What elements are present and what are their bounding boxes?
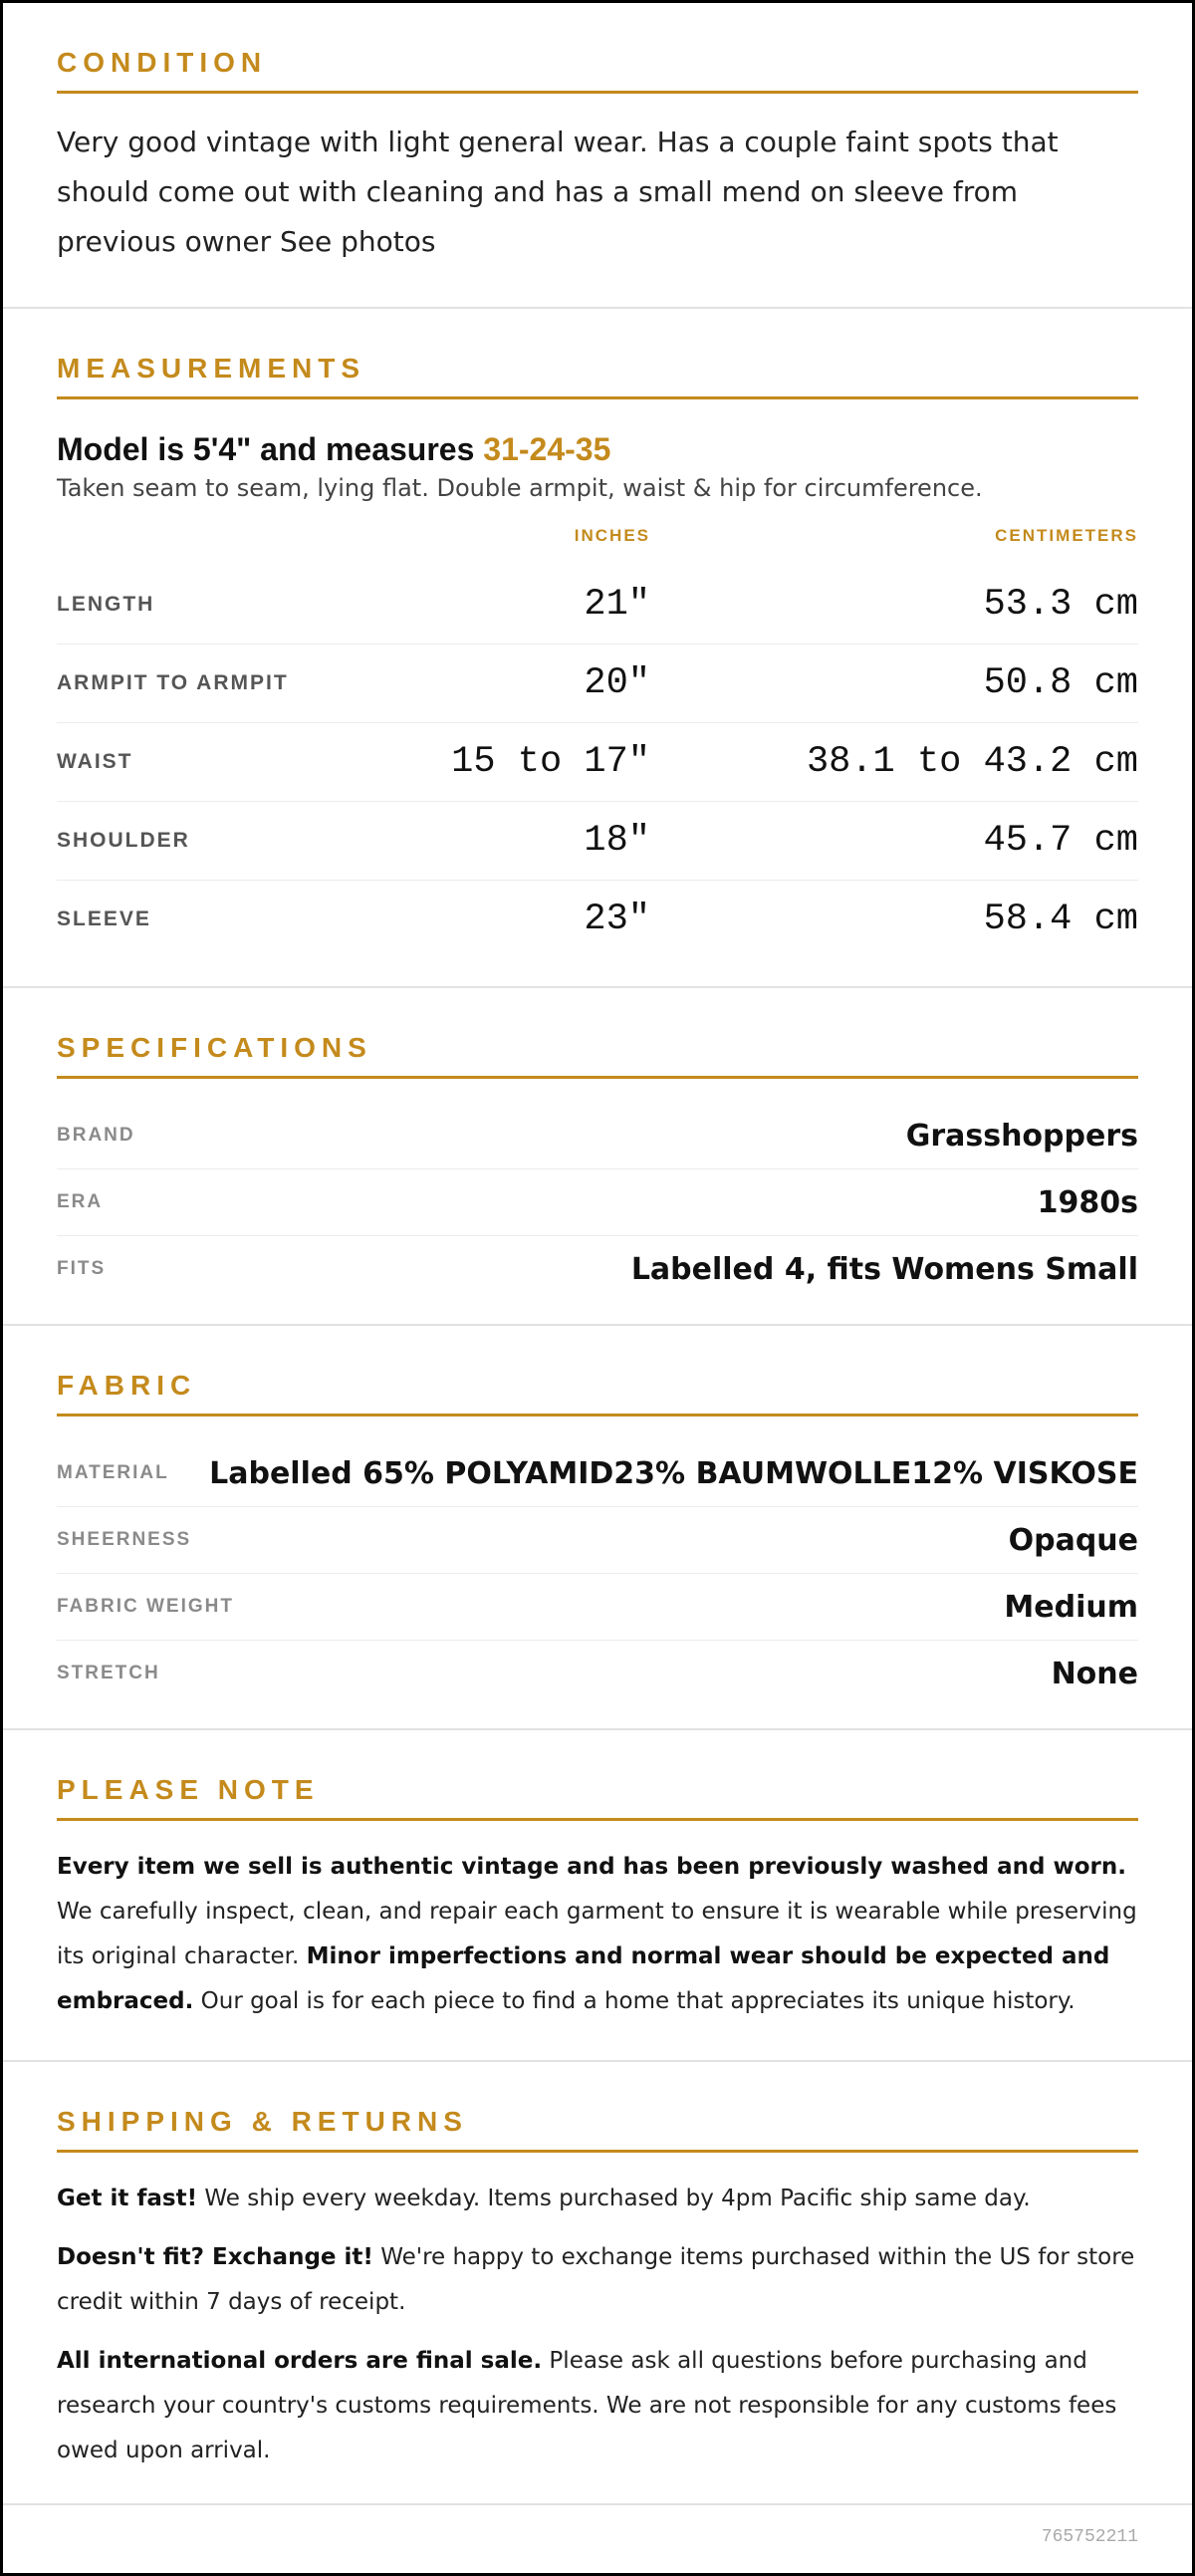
inches-column-header: INCHES	[574, 526, 650, 545]
measurement-row	[57, 644, 1138, 723]
measurement-inches: 18"	[584, 820, 650, 862]
shipping-bold: Doesn't fit? Exchange it!	[57, 2244, 373, 2270]
please-note-heading: PLEASE NOTE	[57, 1774, 1138, 1821]
fabric-value: Labelled 65% POLYAMID23% BAUMWOLLE12% VISKOSE	[209, 1455, 1138, 1491]
measurement-label: WAIST	[57, 750, 133, 773]
measurement-inches: 23"	[584, 899, 650, 940]
measurements-section	[3, 309, 1192, 958]
fabric-value: Opaque	[1008, 1522, 1138, 1558]
shipping-section	[3, 2062, 1192, 2473]
fabric-label: FABRIC WEIGHT	[57, 1596, 234, 1617]
spec-label: ERA	[57, 1191, 104, 1212]
specifications-table	[57, 1103, 1138, 1302]
fabric-row-weight	[57, 1574, 1138, 1641]
fabric-row-stretch	[57, 1641, 1138, 1706]
note-text-2: Our goal is for each piece to find a home that appreciates its unique history.	[193, 1988, 1076, 2014]
fabric-table	[57, 1440, 1138, 1706]
spec-row-fits	[57, 1236, 1138, 1302]
measurement-row	[57, 881, 1138, 958]
measurement-label: ARMPIT TO ARMPIT	[57, 671, 289, 694]
spec-row-era	[57, 1169, 1138, 1236]
note-text-1: We carefully inspect, clean, and repair each garment to ensure it is wearable while preserving its original character.	[57, 1899, 1137, 1969]
measurement-cm: 50.8 cm	[983, 662, 1138, 704]
spec-row-brand	[57, 1103, 1138, 1169]
shipping-heading: SHIPPING & RETURNS	[57, 2106, 1138, 2153]
shipping-info	[57, 2177, 1138, 2473]
fabric-row-sheerness	[57, 1507, 1138, 1574]
please-note-text	[57, 1845, 1138, 2024]
measurement-cm: 38.1 to 43.2 cm	[806, 741, 1138, 783]
model-prefix: Model is 5'4" and measures	[57, 431, 484, 467]
shipping-text: We're happy to exchange items purchased within the US for store credit within 7 days of receipt.	[57, 2244, 1135, 2315]
measurement-note: Taken seam to seam, lying flat. Double armpit, waist & hip for circumference.	[57, 474, 983, 502]
measurement-label: LENGTH	[57, 593, 155, 616]
measurement-row	[57, 802, 1138, 881]
model-measure-value: 31-24-35	[483, 431, 611, 467]
specifications-section	[3, 988, 1192, 1302]
measurement-label: SLEEVE	[57, 907, 151, 930]
condition-section	[3, 3, 1192, 267]
shipping-text: We ship every weekday. Items purchased by 4pm Pacific ship same day.	[197, 2186, 1031, 2211]
measurement-inches: 15 to 17"	[451, 741, 650, 783]
spec-value: 1980s	[1037, 1184, 1138, 1220]
spec-label: BRAND	[57, 1125, 135, 1146]
shipping-paragraph-exchange	[57, 2235, 1138, 2325]
please-note-section	[3, 1730, 1192, 2024]
spec-label: FITS	[57, 1258, 107, 1279]
measurement-table	[57, 566, 1138, 958]
measurement-cm: 45.7 cm	[983, 820, 1138, 862]
spec-value: Grasshoppers	[905, 1118, 1138, 1154]
note-bold-1: Every item we sell is authentic vintage and has been previously washed and worn.	[57, 1854, 1126, 1880]
centimeters-column-header: CENTIMETERS	[995, 526, 1138, 545]
note-bold-2: Minor imperfections and normal wear should be expected and embraced.	[57, 1943, 1110, 2014]
measurement-row	[57, 723, 1138, 802]
measurement-inches: 20"	[584, 662, 650, 704]
measurement-cm: 58.4 cm	[983, 899, 1138, 940]
measurements-heading: MEASUREMENTS	[57, 353, 1138, 399]
item-id: 765752211	[1041, 2527, 1138, 2547]
fabric-heading: FABRIC	[57, 1370, 1138, 1417]
fabric-value: Medium	[1004, 1589, 1138, 1625]
shipping-bold: Get it fast!	[57, 2186, 198, 2211]
fabric-section	[3, 1326, 1192, 1706]
specifications-heading: SPECIFICATIONS	[57, 1032, 1138, 1079]
shipping-text: Please ask all questions before purchasing and research your country's customs requirements. We are not responsible for any customs fees owed upon arrival.	[57, 2348, 1117, 2463]
measurement-inches: 21"	[584, 584, 650, 626]
fabric-row-material	[57, 1440, 1138, 1507]
shipping-paragraph-international	[57, 2339, 1138, 2473]
fabric-label: STRETCH	[57, 1663, 160, 1683]
measurement-label: SHOULDER	[57, 829, 190, 852]
label-column-header	[57, 526, 352, 546]
fabric-label: MATERIAL	[57, 1462, 169, 1483]
shipping-paragraph-fast	[57, 2177, 1138, 2221]
condition-heading: CONDITION	[57, 47, 1138, 94]
spec-value: Labelled 4, fits Womens Small	[630, 1251, 1138, 1287]
measurement-cm: 53.3 cm	[983, 584, 1138, 626]
shipping-bold: All international orders are final sale.	[57, 2348, 543, 2374]
condition-text: Very good vintage with light general wear. Has a couple faint spots that should come out with cleaning and has a small mend on sleeve from previous owner See photos	[57, 126, 1059, 258]
model-measurements	[57, 431, 1138, 468]
measurement-column-headers	[57, 526, 1138, 566]
measurement-row	[57, 566, 1138, 644]
fabric-value: None	[1051, 1656, 1138, 1691]
fabric-label: SHEERNESS	[57, 1529, 192, 1550]
